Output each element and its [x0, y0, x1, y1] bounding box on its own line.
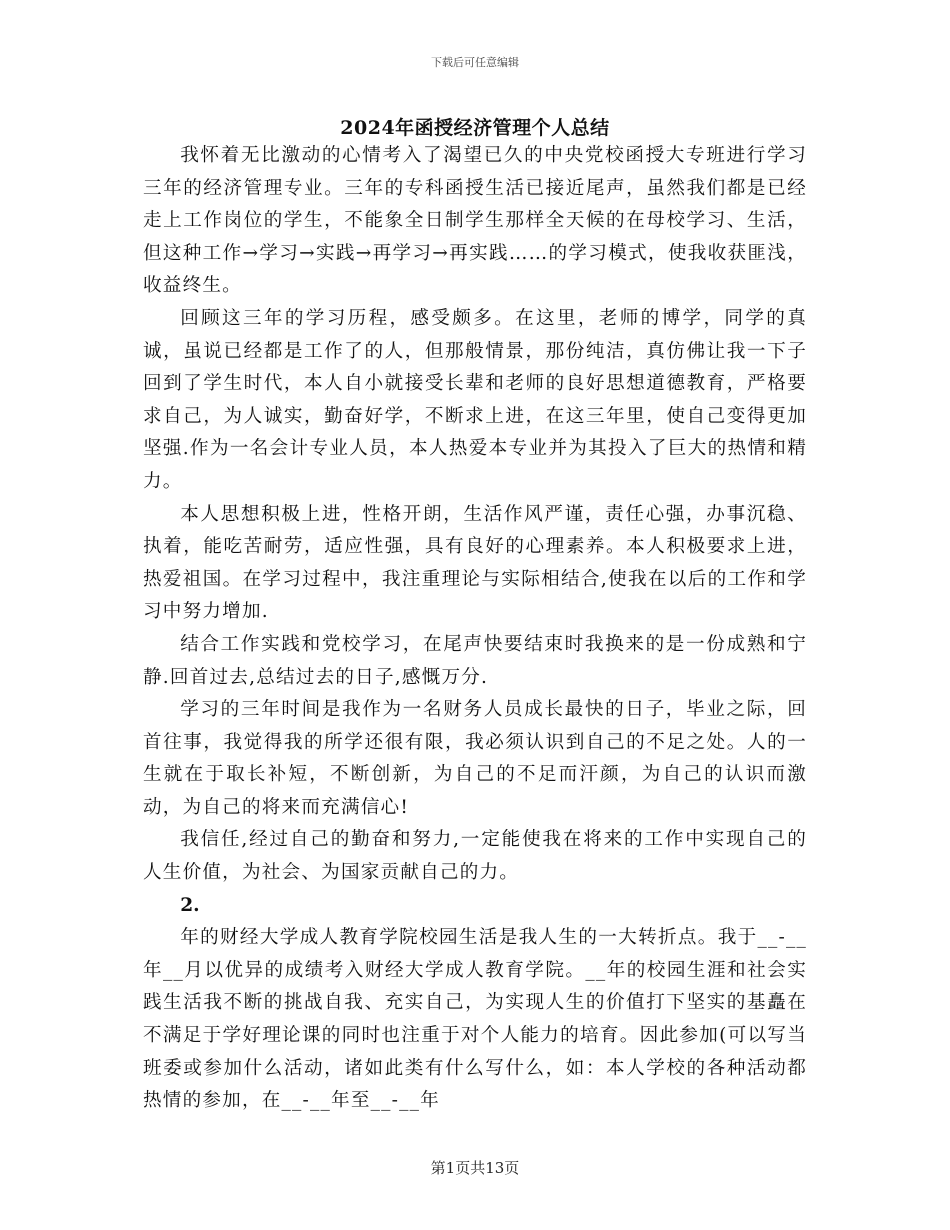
paragraph: 本人思想积极上进，性格开朗，生活作风严谨，责任心强，办事沉稳、执着，能吃苦耐劳，适应性强，具有良好的心理素养。本人积极要求上进，热爱祖国。在学习过程中，我注重理论与实际相结合,使我在以后的工作和学习中努力增加. [143, 503, 807, 623]
paragraph: 我信任,经过自己的勤奋和努力,一定能使我在将来的工作中实现自己的人生价值，为社会、为国家贡献自己的力。 [143, 829, 807, 884]
paragraph: 学习的三年时间是我作为一名财务人员成长最快的日子，毕业之际，回首往事，我觉得我的所学还很有限，我必须认识到自己的不足之处。人的一生就在于取长补短，不断创新，为自己的不足而汗颜，为自己的认识而激动，为自己的将来而充满信心! [143, 699, 807, 818]
section-number: 2. [180, 894, 200, 916]
paragraph: 年的财经大学成人教育学院校园生活是我人生的一大转折点。我于__-__年__月以优异的成绩考入财经大学成人教育学院。__年的校园生涯和社会实践生活我不断的挑战自我、充实自己，为实现人生的价值打下坚实的基矗在不满足于学好理论课的同时也注重于对个人能力的培育。因此参加(可以写当班委或参加什么活动，诸如此类有什么写什么，如：本人学校的各种活动都热情的参加，在__-__年至__-__年 [143, 927, 807, 1112]
page-footer-page-info: 第1页共13页 [430, 1159, 520, 1177]
paragraph: 我怀着无比激动的心情考入了渴望已久的中央党校函授大专班进行学习三年的经济管理专业。三年的专科函授生活已接近尾声，虽然我们都是已经走上工作岗位的学生，不能象全日制学生那样全天候的在母校学习、生活，但这种工作→学习→实践→再学习→再实践……的学习模式，使我收获匪浅，收益终生。 [143, 145, 807, 297]
paragraph: 回顾这三年的学习历程，感受颇多。在这里，老师的博学，同学的真诚，虽说已经都是工作了的人，但那般情景，那份纯洁，真仿佛让我一下子回到了学生时代，本人自小就接受长辈和老师的良好思想道德教育，严格要求自己，为人诚实，勤奋好学，不断求上进，在这三年里，使自己变得更加坚强.作为一名会计专业人员，本人热爱本专业并为其投入了巨大的热情和精力。 [143, 307, 807, 492]
page-header-note: 下载后可任意编辑 [431, 56, 519, 69]
document-body [143, 140, 807, 1118]
paragraph: 结合工作实践和党校学习，在尾声快要结束时我换来的是一份成熟和宁静.回首过去,总结过去的日子,感慨万分. [143, 633, 807, 688]
document-title: 2024年函授经济管理个人总结 [340, 117, 610, 139]
